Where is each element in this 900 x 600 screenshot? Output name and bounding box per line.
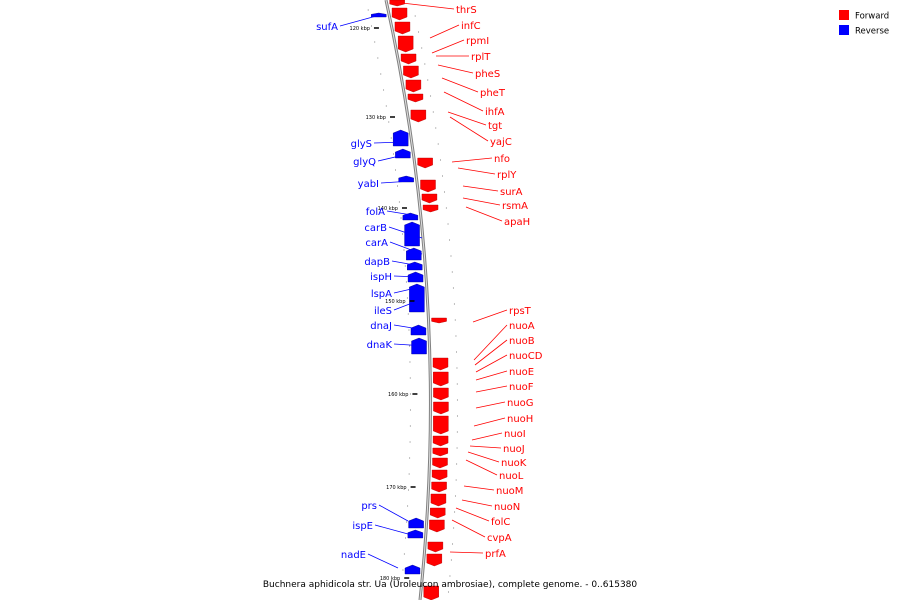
minor-tick [410,378,411,379]
reverse-gene-label: lspA [370,289,392,300]
minor-tick [410,426,411,427]
reverse-gene-label: dnaJ [370,321,392,332]
reverse-gene-block-9 [409,284,424,312]
minor-tick [410,442,411,443]
forward-gene-block-4 [401,54,416,64]
forward-gene-label: nuoH [507,414,534,425]
forward-leader-line [438,65,473,73]
minor-tick [450,256,451,257]
forward-gene-label: ihfA [485,107,505,118]
forward-gene-block-9 [418,158,433,168]
forward-gene-block-16 [433,388,448,400]
forward-gene-block-15 [433,372,448,386]
forward-leader-line [476,402,505,408]
forward-gene-label: rplT [471,52,491,63]
reverse-gene-label: ispH [370,272,392,283]
minor-tick [452,272,453,273]
minor-tick [405,266,406,267]
tick-label-4: 160 kbp [388,391,409,398]
minor-tick [402,570,403,571]
minor-tick [457,384,458,385]
minor-tick [442,176,443,177]
minor-tick [456,352,457,353]
forward-gene-label: folC [491,517,511,528]
minor-tick [377,58,378,59]
forward-gene-block-14 [433,358,448,370]
forward-gene-label: rplY [497,170,517,181]
forward-leader-line [402,3,454,9]
forward-leader-line [442,78,478,92]
forward-gene-block-25 [430,508,445,518]
forward-gene-block-22 [432,470,447,480]
forward-gene-block-3 [398,36,413,52]
forward-leader-line [475,340,507,365]
forward-gene-label: nuoE [509,367,535,378]
reverse-gene-label: prs [361,501,377,512]
forward-gene-block-10 [421,180,436,192]
forward-gene-label: nuoG [507,398,534,409]
reverse-gene-label: glyQ [353,157,376,168]
forward-gene-block-19 [433,436,448,446]
reverse-leader-line [368,554,398,568]
forward-gene-label: tgt [488,121,503,132]
minor-tick [386,106,387,107]
forward-leader-line [452,158,492,162]
forward-gene-block-8 [411,110,426,122]
minor-tick [424,64,425,65]
reverse-gene-label: dnaK [366,340,392,351]
forward-leader-line [470,446,501,448]
minor-tick [454,304,455,305]
forward-leader-line [472,433,502,440]
reverse-gene-label: folA [365,207,385,218]
forward-leader-line [450,117,488,141]
forward-gene-block-12 [423,205,438,212]
forward-leader-line [458,168,495,174]
forward-gene-block-13 [432,318,447,323]
forward-gene-label: pheT [480,88,505,99]
minor-tick [451,560,452,561]
forward-gene-label: yajC [490,137,512,148]
minor-tick [383,90,384,91]
minor-tick [433,112,434,113]
forward-gene-label: infC [461,21,481,32]
minor-tick [395,170,396,171]
minor-tick [448,224,449,225]
reverse-gene-label: carB [364,223,387,234]
forward-gene-block-7 [408,94,423,102]
minor-tick [409,474,410,475]
reverse-gene-label: ispE [352,521,373,532]
minor-tick [452,544,453,545]
forward-gene-label: nuoF [509,382,534,393]
reverse-gene-block-12 [409,518,424,528]
minor-tick [409,458,410,459]
forward-gene-label: thrS [456,5,477,16]
forward-gene-label: prfA [485,549,506,560]
minor-tick [457,432,458,433]
minor-tick [440,160,441,161]
reverse-gene-block-7 [407,262,422,270]
minor-tick [456,464,457,465]
forward-leader-line [464,486,494,490]
forward-gene-label: surA [500,187,523,198]
minor-tick [457,416,458,417]
reverse-gene-block-1 [393,130,408,146]
forward-leader-line [476,355,507,372]
reverse-gene-block-5 [405,222,420,246]
forward-gene-block-23 [432,482,447,492]
map-caption: Buchnera aphidicola str. Ua (Uroleucon ambrosiae), complete genome. - 0..615380 [262,580,638,590]
forward-gene-label: rsmA [502,201,528,212]
forward-gene-label: rpmI [466,36,490,47]
forward-leader-line [466,460,497,475]
minor-tick [409,362,410,363]
forward-gene-label: nuoK [501,458,527,469]
minor-tick [405,538,406,539]
reverse-gene-label: carA [365,238,388,249]
forward-gene-label: apaH [504,217,531,228]
forward-gene-block-26 [429,520,444,532]
minor-tick [407,298,408,299]
minor-tick [449,576,450,577]
minor-tick [407,506,408,507]
minor-tick [457,448,458,449]
forward-gene-label: pheS [475,69,501,80]
minor-tick [456,368,457,369]
minor-tick [371,26,372,27]
reverse-gene-label: glyS [350,139,372,150]
forward-gene-label: nuoA [509,321,535,332]
forward-leader-line [430,25,459,38]
minor-tick [455,496,456,497]
forward-leader-line [463,186,498,191]
minor-tick [406,522,407,523]
reverse-gene-label: yabI [357,179,379,190]
forward-gene-label: nuoN [494,502,521,513]
legend-reverse-label: Reverse [855,26,890,37]
minor-tick [399,202,400,203]
minor-tick [430,96,431,97]
forward-leader-line [452,520,485,537]
legend-reverse-swatch [839,25,849,35]
minor-tick [415,16,416,17]
forward-gene-block-6 [406,80,421,92]
minor-tick [402,234,403,235]
legend [839,10,889,37]
reverse-gene-block-6 [406,248,421,260]
reverse-leader-line [340,15,380,26]
minor-tick [446,208,447,209]
forward-gene-block-20 [433,448,448,456]
forward-gene-block-28 [427,554,442,566]
forward-gene-label: nuoB [509,336,535,347]
reverse-gene-label: nadE [340,550,366,561]
forward-leader-line [456,508,489,521]
forward-gene-block-18 [433,416,448,434]
forward-gene-label: nuoI [504,429,526,440]
minor-tick [380,74,381,75]
minor-tick [456,480,457,481]
minor-tick [457,400,458,401]
minor-tick [388,122,389,123]
legend-forward-label: Forward [855,11,890,22]
forward-gene-label: nuoM [496,486,524,497]
minor-tick [374,42,375,43]
minor-tick [409,346,410,347]
minor-tick [427,80,428,81]
tick-label-0: 120 kbp [349,25,370,32]
forward-leader-line [462,500,492,506]
legend-forward-swatch [839,10,849,20]
minor-tick [448,592,449,593]
minor-tick [406,282,407,283]
minor-tick [408,314,409,315]
forward-leader-line [476,371,507,380]
forward-gene-block-5 [403,66,418,78]
reverse-gene-label: ileS [373,306,392,317]
forward-gene-block-21 [433,458,448,468]
forward-leader-line [466,207,502,221]
forward-leader-line [476,386,507,392]
forward-gene-label: nuoJ [503,444,525,455]
minor-tick [418,32,419,33]
forward-leader-line [463,198,500,205]
minor-tick [397,186,398,187]
minor-tick [403,250,404,251]
forward-leader-line [432,40,464,53]
forward-gene-label: nfo [494,154,510,165]
forward-gene-label: cvpA [487,533,512,544]
minor-tick [421,48,422,49]
minor-tick [408,330,409,331]
minor-tick [410,410,411,411]
reverse-gene-block-14 [405,565,420,574]
minor-tick [391,138,392,139]
tick-label-3: 150 kbp [385,298,406,305]
minor-tick [393,154,394,155]
minor-tick [438,144,439,145]
forward-gene-block-24 [431,494,446,506]
forward-leader-line [444,92,483,111]
minor-tick [455,336,456,337]
minor-tick [455,320,456,321]
minor-tick [453,288,454,289]
forward-leader-line [450,552,483,553]
tick-label-2: 140 kbp [377,205,398,212]
forward-leader-line [473,310,507,322]
forward-gene-block-17 [433,402,448,414]
forward-leader-line [474,325,507,360]
minor-tick [454,512,455,513]
tick-label-6: 180 kbp [379,575,401,582]
reverse-gene-label: dapB [364,257,390,268]
forward-leader-line [474,418,505,426]
forward-gene-block-1 [392,8,407,20]
minor-tick [368,10,369,11]
tick-label-1: 130 kbp [365,114,387,121]
minor-tick [410,394,411,395]
tick-label-5: 170 kbp [386,484,407,491]
reverse-gene-block-13 [408,530,423,538]
forward-gene-label: nuoL [499,471,524,482]
forward-gene-block-2 [395,22,410,34]
minor-tick [453,528,454,529]
forward-gene-block-11 [422,194,437,203]
minor-tick [449,240,450,241]
forward-gene-label: nuoCD [509,351,543,362]
forward-leader-line [468,452,499,462]
reverse-leader-line [379,505,408,521]
forward-leader-line [448,112,486,125]
minor-tick [435,128,436,129]
minor-tick [401,218,402,219]
reverse-leader-line [387,211,418,216]
forward-gene-block-27 [428,542,443,552]
reverse-leader-line [375,525,408,534]
minor-tick [404,554,405,555]
minor-tick [444,192,445,193]
minor-tick [408,490,409,491]
forward-gene-label: rpsT [509,306,531,317]
reverse-gene-label: sufA [316,22,338,33]
